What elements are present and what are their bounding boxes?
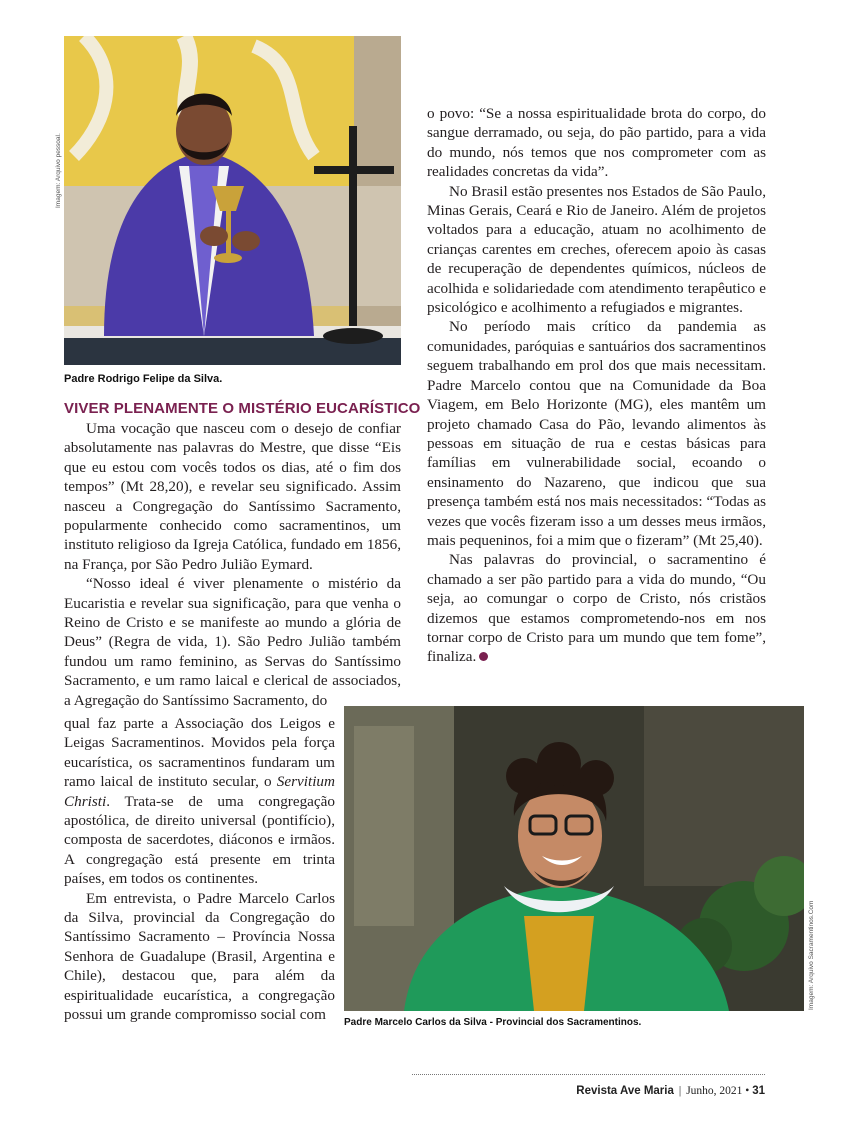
left-paragraph-2-text-a: qual faz parte a Associação dos Leigos e Leigas Sacramentinos. Movidos pela força eucarística, os sacramentinos fundaram um ramo laical de instituto secular, o bbox=[64, 715, 335, 791]
servitium-christi-term: Servitium Christi bbox=[64, 773, 335, 810]
left-column-lower bbox=[64, 714, 335, 1025]
footer-separator: | bbox=[678, 1085, 682, 1097]
left-paragraph-2: “Nosso ideal é viver plenamente o mistério da Eucaristia e revelar sua significação, para que venha o Reino de Cristo e se manifeste ao mundo a glória de Deus” (Regra de vida, 1). São Pedro Julião também fundou um ramo feminino, as Servas do Santíssimo Sacramento, e um ramo laical e clerical de associados, a Agregação do Santíssimo Sacramento, do bbox=[64, 575, 401, 709]
left-paragraph-2-text-b: . Trata-se de uma congregação apostólica, de direito universal (pontifício), composta de sacerdotes, diáconos e irmãos. A congregação está presente em trinta países, em todos os continentes. bbox=[64, 792, 335, 888]
right-paragraph-4 bbox=[427, 550, 766, 666]
right-paragraph-4-text: Nas palavras do provincial, o sacramentino é chamado a ser pão partido para a vida do mundo, “Ou seja, ao comungar o corpo de Cristo, nós cristãos dizemos que estamos comprometendo-nos em nos tornar corpo de Cristo para um mundo que tem fome”, finaliza. bbox=[427, 551, 766, 666]
photo-caption-top: Padre Rodrigo Felipe da Silva. bbox=[64, 373, 223, 385]
photo-padre-marcelo-illustration bbox=[344, 706, 804, 1011]
right-paragraph-1: o povo: “Se a nossa espiritualidade brota do corpo, do sangue derramado, ou seja, do pão partido, para a vida do mundo, nós temos que nos comprometer com as realidades concretas da vida”. bbox=[427, 105, 766, 181]
end-of-article-bullet-icon bbox=[479, 652, 488, 661]
left-paragraph-1: Uma vocação que nasceu com o desejo de confiar absolutamente nas palavras do Mestre, que disse “Eis que eu estou com vocês todos os dias, até o fim dos tempos” (Mt 28,20), e revelar seu significado. Assim nasceu a Congregação do Santíssimo Sacramento, popularmente conhecido como sacramentinos, um instituto religioso da Igreja Católica, fundado em 1856, na França, por São Pedro Julião Eymard. bbox=[64, 420, 401, 573]
footer-page-number: 31 bbox=[752, 1085, 765, 1097]
right-paragraph-3: No período mais crítico da pandemia as comunidades, paróquias e santuários dos sacramentinos seguem trabalhando em prol dos que mais necessitam. Padre Marcelo contou que na Comunidade da Boa Viagem, em Belo Horizonte (MG), eles mantêm um projeto chamado Casa do Pão, levando alimentos às pessoas em situação de rua e cestas básicas para famílias em vulnerabilidade social, ecoando o ensinamento do Nazareno, que indicou que sua presença também está nos mais necessitados: “Todas as vezes que vocês fizeram isso a um desses meus irmãos, mais pequeninos, foi a mim que o fizeram” (Mt 25,40). bbox=[427, 318, 766, 549]
footer-date: Junho, 2021 • bbox=[686, 1085, 750, 1097]
photo-padre-marcelo bbox=[344, 706, 804, 1011]
photo-caption-bottom: Padre Marcelo Carlos da Silva - Provincial dos Sacramentinos. bbox=[344, 1017, 642, 1028]
left-paragraph-3: Em entrevista, o Padre Marcelo Carlos da Silva, provincial da Congregação do Santíssimo Sacramento – Província Nossa Senhora de Guadalupe (Brasil, Argentina e Chile), destacou que, para além da espiritualidade eucarística, a congregação possui um grande compromisso social com bbox=[64, 889, 335, 1024]
left-paragraph-2-continued bbox=[64, 714, 335, 889]
right-column bbox=[427, 104, 766, 667]
photo-credit-top: Imagem: Arquivo pessoal. bbox=[55, 133, 62, 208]
section-heading: VIVER PLENAMENTE O MISTÉRIO EUCARÍSTICO bbox=[64, 400, 421, 417]
page-footer bbox=[576, 1085, 765, 1097]
footer-rule bbox=[412, 1074, 765, 1075]
photo-padre-rodrigo-illustration bbox=[64, 36, 401, 365]
footer-magazine-name: Revista Ave Maria bbox=[576, 1085, 674, 1097]
left-column-upper bbox=[64, 419, 401, 710]
right-paragraph-2: No Brasil estão presentes nos Estados de São Paulo, Minas Gerais, Ceará e Rio de Janeiro. Além de projetos voltados para a educação, atuam no acolhimento de crianças carentes em creches, oferecem apoio às casas de recuperação de dependentes químicos, núcleos de acolhida e solidariedade com atendimento terapêutico e psicológico e acolhimento a refugiados e migrantes. bbox=[427, 182, 766, 317]
photo-credit-bottom: Imagem: Arquivo Sacramentinos.Com bbox=[808, 900, 815, 1010]
photo-padre-rodrigo bbox=[64, 36, 401, 365]
